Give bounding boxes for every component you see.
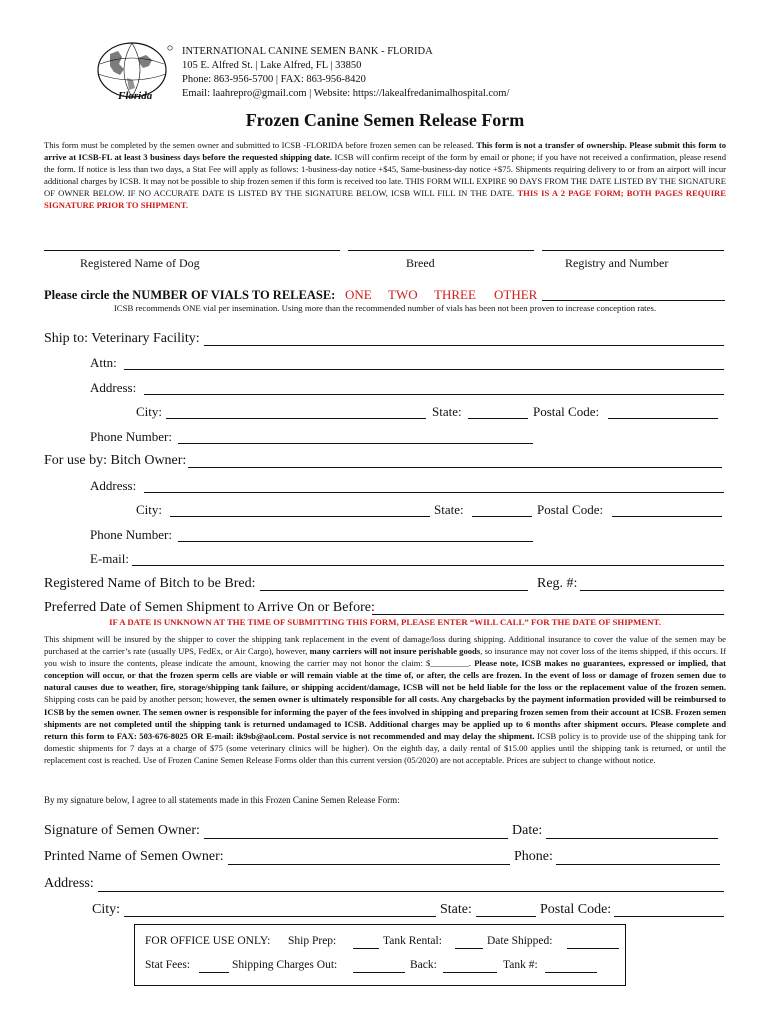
- sign-postal-field[interactable]: [614, 916, 724, 917]
- tank-rental-field[interactable]: [455, 948, 483, 949]
- owner-email-field[interactable]: [132, 565, 724, 566]
- ship-postal-label: Postal Code:: [533, 404, 600, 419]
- org-address: 105 E. Alfred St. | Lake Alfred, FL | 33850: [182, 60, 362, 71]
- owner-address-label: Address:: [90, 478, 137, 493]
- owner-address-field[interactable]: [144, 492, 724, 493]
- owner-postal-label: Postal Code:: [537, 502, 604, 517]
- breed-field[interactable]: [348, 250, 534, 251]
- owner-phone-label: Phone Number:: [90, 527, 172, 542]
- will-call-note: IF A DATE IS UNKNOWN AT THE TIME OF SUBMITTING THIS FORM, PLEASE ENTER “WILL CALL” FOR THE DATE OF SHIPMENT.: [109, 617, 661, 627]
- vials-option-two[interactable]: TWO: [388, 287, 418, 302]
- vials-label: Please circle the NUMBER OF VIALS TO RELEASE:: [44, 288, 336, 302]
- printed-name-field[interactable]: [228, 864, 510, 865]
- printed-name-label: Printed Name of Semen Owner:: [44, 849, 224, 864]
- owner-name-field[interactable]: [188, 467, 722, 468]
- intro-text-2: ICSB will confirm receipt of the form by email or phone; if you have not received a confirmation, please resend the form. If notice is less than two days, a Stat Fee will apply as follows: 1-business-day notice +$45, Same-business-day notice +$75. Shipments requiring delivery to or from an airport will incur additional charges by ICSB. It may not be possible to ship frozen semen if this form is received too late. THIS FORM WILL EXPIRE 90 DAYS FROM THE DATE LISTED BY THE SIGNATURE OF OWNER BELOW. IF NO ACCURATE DATE IS LISTED BY THE SIGNATURE BELOW, ICSB WILL FILL IN THE DATE.: [44, 152, 726, 199]
- vials-other-field[interactable]: [542, 300, 725, 301]
- owner-state-label: State:: [434, 502, 464, 517]
- ship-postal-field[interactable]: [608, 418, 718, 419]
- insurance-bold-3: the semen owner is ultimately responsible for all costs. Any chargebacks by the payment information provided will be reimbursed to ICSB by the semen owner. The semen owner is responsible for informing the payer of the fees involved in shipping and preparing frozen semen from their account at ICSB. Frozen semen shipments are not completed until the shipping tank is returned undamaged to ICSB. Additional charges may be applied up to 6 months after shipment occurs. Please complete and return this form to FAX: 503-676-8025 OR E-mail: ik9sb@aol.com. Postal service is not recommended and may delay the shipment.: [44, 694, 726, 741]
- vials-option-three[interactable]: THREE: [434, 287, 476, 302]
- attn-label: Attn:: [90, 355, 117, 370]
- sign-phone-field[interactable]: [556, 864, 720, 865]
- dog-name-field[interactable]: [44, 250, 340, 251]
- registry-field[interactable]: [542, 250, 724, 251]
- date-shipped-field[interactable]: [567, 948, 619, 949]
- org-header: [182, 45, 509, 101]
- org-name: INTERNATIONAL CANINE SEMEN BANK - FLORIDA: [182, 46, 433, 57]
- intro-warning: THIS IS A 2 PAGE FORM; BOTH PAGES REQUIRE SIGNATURE PRIOR TO SHIPMENT.: [44, 188, 726, 211]
- vials-note: ICSB recommends ONE vial per insemination. Using more than the recommended number of vials has been not been proven to increase conception rates.: [113, 303, 657, 313]
- ship-state-label: State:: [432, 404, 462, 419]
- ship-to-label: Ship to: Veterinary Facility:: [44, 331, 200, 346]
- registry-label: Registry and Number: [565, 256, 669, 270]
- insurance-text-4: ICSB policy is to provide use of the shipping tank for domestic shipments for 7 days at a charge of $75 (some veterinary clinics will be higher). On the eighth day, a daily rental of $15.00 applies until the shipping tank is returned, or until the replacement cost is reached. Use of Frozen Canine Semen Release Forms older than this current version (05/2020) are not acceptable. Prices are subject to change without notice.: [44, 730, 726, 765]
- insurance-text-3: Shipping costs can be paid by another person; however,: [44, 694, 240, 705]
- dog-name-label: Registered Name of Dog: [80, 256, 200, 270]
- tank-no-label: Tank #:: [503, 959, 538, 971]
- insurance-text-1: This shipment will be insured by the shipper to cover the shipping tank replacement in the event of damage/loss during shipping. Additional insurance to cover the value of the semen may be purchased at the carrier’s rate (usually UPS, FedEx, or Air Cargo), however,: [44, 634, 726, 657]
- pref-date-label: Preferred Date of Semen Shipment to Arrive On or Before:: [44, 600, 375, 615]
- back-label: Back:: [410, 959, 437, 971]
- vet-facility-field[interactable]: [204, 345, 724, 346]
- attn-field[interactable]: [124, 369, 724, 370]
- ship-address-label: Address:: [90, 380, 137, 395]
- stat-fees-field[interactable]: [199, 972, 229, 973]
- ship-phone-label: Phone Number:: [90, 429, 172, 444]
- sign-date-label: Date:: [512, 823, 543, 838]
- owner-label: For use by: Bitch Owner:: [44, 453, 187, 468]
- date-shipped-label: Date Shipped:: [487, 935, 553, 947]
- owner-postal-field[interactable]: [612, 516, 722, 517]
- signature-label: Signature of Semen Owner:: [44, 823, 200, 838]
- ship-prep-label: Ship Prep:: [288, 935, 337, 947]
- intro-text-1: This form must be completed by the semen owner and submitted to ICSB -FLORIDA before frozen semen can be released.: [44, 140, 477, 150]
- sign-city-field[interactable]: [124, 916, 436, 917]
- reg-no-field[interactable]: [580, 590, 724, 591]
- shipping-charges-label: Shipping Charges Out:: [232, 959, 338, 971]
- logo-text: Florida: [118, 90, 153, 102]
- vials-option-one[interactable]: ONE: [345, 287, 372, 302]
- breed-label: Breed: [406, 256, 435, 270]
- intro-bold-1: This form is not a transfer of ownership. Please submit this form to arrive at ICSB-FL at least 3 business days before the requested shipping date.: [44, 140, 726, 163]
- insurance-paragraph: [44, 633, 726, 766]
- ship-city-field[interactable]: [166, 418, 426, 419]
- ship-city-label: City:: [136, 404, 163, 419]
- stat-fees-label: Stat Fees:: [145, 959, 191, 971]
- shipping-charges-field[interactable]: [353, 972, 405, 973]
- ship-address-field[interactable]: [144, 394, 724, 395]
- office-title: FOR OFFICE USE ONLY:: [145, 935, 271, 947]
- org-email-web: Email: laahrepro@gmail.com | Website: https://lakealfredanimalhospital.com/: [182, 88, 510, 99]
- agreement-statement: By my signature below, I agree to all statements made in this Frozen Canine Semen Release Form:: [44, 795, 400, 805]
- reg-no-label: Reg. #:: [537, 576, 578, 591]
- page-title: Frozen Canine Semen Release Form: [245, 110, 525, 130]
- vials-option-other[interactable]: OTHER: [494, 287, 538, 302]
- sign-address-field[interactable]: [98, 891, 724, 892]
- owner-phone-field[interactable]: [178, 541, 533, 542]
- sign-state-field[interactable]: [476, 916, 536, 917]
- bitch-name-field[interactable]: [260, 590, 528, 591]
- tank-rental-label: Tank Rental:: [383, 935, 442, 947]
- owner-email-label: E-mail:: [90, 551, 129, 566]
- insurance-bold-2: Please note, ICSB makes no guarantees, expressed or implied, that conception will occur, or that the frozen sperm cells are viable or will remain viable at the time of, or after, the cells are frozen. In the event of loss or damage of frozen semen due to natural causes due to weather, fire, storage/shipping tank failure, or shipping accident/damage, ICSB will not be held liable for the loss or the replacement value of the frozen semen.: [44, 658, 726, 693]
- sign-address-label: Address:: [44, 876, 94, 891]
- back-field[interactable]: [443, 972, 497, 973]
- owner-city-field[interactable]: [170, 516, 430, 517]
- bitch-name-label: Registered Name of Bitch to be Bred:: [44, 576, 256, 591]
- tank-no-field[interactable]: [545, 972, 597, 973]
- insurance-bold-1: many carriers will not insure perishable goods: [309, 646, 481, 657]
- owner-state-field[interactable]: [472, 516, 532, 517]
- sign-date-field[interactable]: [546, 838, 718, 839]
- org-phone-fax: Phone: 863-956-5700 | FAX: 863-956-8420: [182, 74, 366, 85]
- sign-postal-label: Postal Code:: [540, 902, 612, 917]
- ship-prep-field[interactable]: [353, 948, 379, 949]
- signature-field[interactable]: [204, 838, 508, 839]
- sign-state-label: State:: [440, 902, 472, 917]
- ship-state-field[interactable]: [468, 418, 528, 419]
- intro-paragraph: [44, 139, 726, 212]
- owner-city-label: City:: [136, 502, 163, 517]
- sign-phone-label: Phone:: [514, 849, 553, 864]
- pref-date-field[interactable]: [372, 614, 724, 615]
- insurance-text-2: , so insurance may not cover loss of the items shipped, if this occurs. If you wish to insure the contents, please indicate the amount, knowing the carrier may not honor the claim: $_________.: [44, 646, 726, 669]
- office-use-box: [134, 924, 626, 986]
- sign-city-label: City:: [92, 902, 121, 917]
- ship-phone-field[interactable]: [178, 443, 533, 444]
